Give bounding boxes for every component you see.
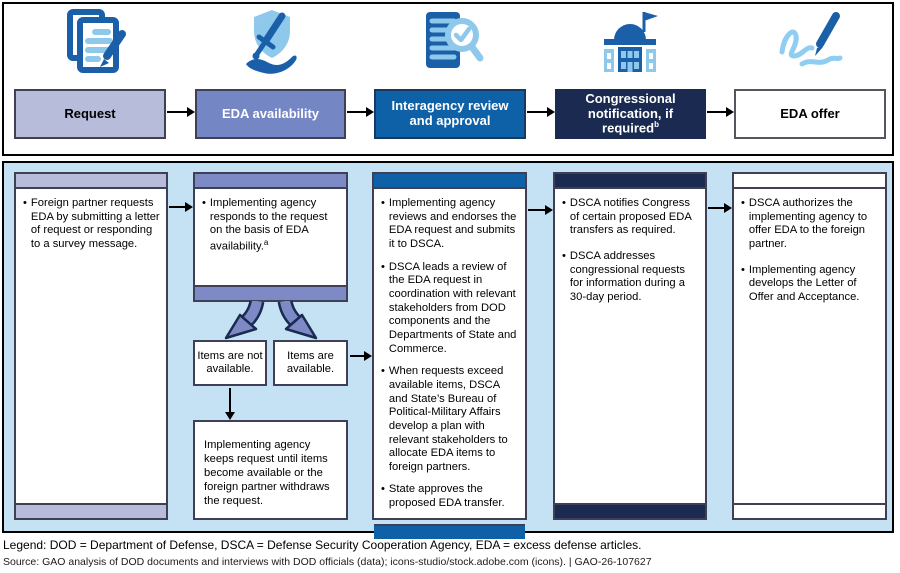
column-top-bar (555, 174, 705, 189)
bullet-text: Foreign partner requests EDA by submitting a letter of request or responding to a survey message. (30, 197, 160, 250)
column-bottom-bar (734, 503, 885, 518)
bullet-marker: • (741, 197, 745, 209)
bullet-item (562, 250, 699, 305)
bullet-marker: • (562, 197, 566, 209)
bullet-text: DSCA leads a review of the EDA request in coordination with relevant stakeholders from DOD components and the Departments of State and Commerce. (388, 260, 517, 355)
bullet-text: Implementing agency reviews and endorses the EDA request and submits it to DSCA. (388, 197, 517, 250)
branch-label: Items are not available. (197, 349, 263, 375)
bullet-item (381, 261, 519, 357)
column-bottom-bar (16, 503, 166, 518)
bullet-item (562, 197, 699, 238)
bullet-marker: • (381, 260, 385, 273)
stage-box-interagency-review (374, 89, 526, 139)
bullet-item (381, 483, 519, 510)
items-not-available-box (193, 340, 267, 386)
stage-flow-arrow (167, 111, 187, 113)
bullet-item (741, 197, 879, 252)
column-congressional-details (553, 172, 707, 520)
legend-text: Legend: DOD = Department of Defense, DSCA = Defense Security Cooperation Agency, EDA = excess defense articles. (3, 538, 642, 552)
stage-flow-arrow (527, 111, 547, 113)
branch-label: Items are available. (286, 349, 335, 375)
bullet-item (23, 197, 160, 252)
bullet-text: Implementing agency responds to the request on the basis of EDA availability.$^a$ (209, 197, 328, 253)
stage-label: Congressional notification, if required$^b$ (585, 91, 676, 136)
bullet-item (741, 264, 879, 305)
bullet-marker: • (562, 249, 566, 262)
bullet-text: DSCA authorizes the implementing agency to offer EDA to the foreign partner. (748, 197, 868, 250)
stage-label: Interagency review and approval (391, 98, 509, 128)
column-bottom-bar (195, 285, 346, 300)
column-flow-arrow (708, 207, 724, 209)
column-top-bar (374, 174, 525, 189)
column-offer-details (732, 172, 887, 520)
bullet-text: DSCA addresses congressional requests for information during a 30-day period. (569, 249, 685, 303)
bullet-marker: • (381, 483, 385, 496)
keep-request-box (193, 420, 348, 520)
bullet-marker: • (23, 197, 27, 209)
bullet-text: DSCA notifies Congress of certain proposed EDA transfers as required. (569, 197, 692, 237)
bullet-item (202, 197, 340, 254)
footnote-a-marker: a (263, 237, 269, 247)
bullet-text: Implementing agency develops the Letter of Offer and Acceptance. (748, 263, 860, 303)
column-top-bar (734, 174, 885, 189)
column-availability-details (193, 172, 348, 302)
column-flow-arrow (528, 209, 545, 211)
branch-down-arrow (229, 388, 231, 412)
column-bottom-bar (555, 503, 705, 518)
column-flow-arrow (350, 355, 364, 357)
footnote-b-marker: b (654, 120, 659, 130)
column-top-bar (16, 174, 166, 189)
bullet-text: State approves the proposed EDA transfer. (388, 483, 505, 510)
column-interagency-details (372, 172, 527, 520)
bullet-marker: • (381, 365, 385, 378)
stage-label: EDA offer (780, 105, 840, 121)
column-flow-arrow (169, 206, 185, 208)
document-pen-icon (58, 6, 134, 82)
outcome-text: Implementing agency keeps request until items become available or the foreign partner withdraws the request. (204, 439, 330, 507)
column-top-bar (195, 174, 346, 189)
signature-pen-icon (772, 6, 848, 82)
bullet-marker: • (381, 197, 385, 209)
document-magnifier-icon (412, 6, 488, 82)
stage-label: EDA availability (221, 105, 320, 121)
column-request-details (14, 172, 168, 520)
stage-flow-arrow (707, 111, 726, 113)
bullet-item (381, 365, 519, 474)
stage-box-eda-availability (195, 89, 346, 139)
capitol-icon (592, 6, 668, 82)
bullet-marker: • (741, 263, 745, 276)
bullet-item (381, 197, 519, 252)
shield-hand-icon (232, 6, 308, 82)
stage-box-eda-offer (734, 89, 886, 139)
source-text: Source: GAO analysis of DOD documents and interviews with DOD officials (data); icons-studio/stock.adobe.com (icons). | GAO-26-107627 (3, 556, 652, 568)
stage-flow-arrow (347, 111, 366, 113)
stage-box-request (14, 89, 166, 139)
column-bottom-bar (374, 524, 525, 539)
bullet-marker: • (202, 197, 206, 209)
bullet-text: When requests exceed available items, DSCA and State’s Bureau of Political-Military Affairs develop a plan with relevant stakeholders to allocate EDA items to foreign partners. (388, 365, 508, 473)
stage-label: Request (64, 105, 116, 121)
stage-box-congressional-notification (555, 89, 706, 139)
items-available-box (273, 340, 348, 386)
